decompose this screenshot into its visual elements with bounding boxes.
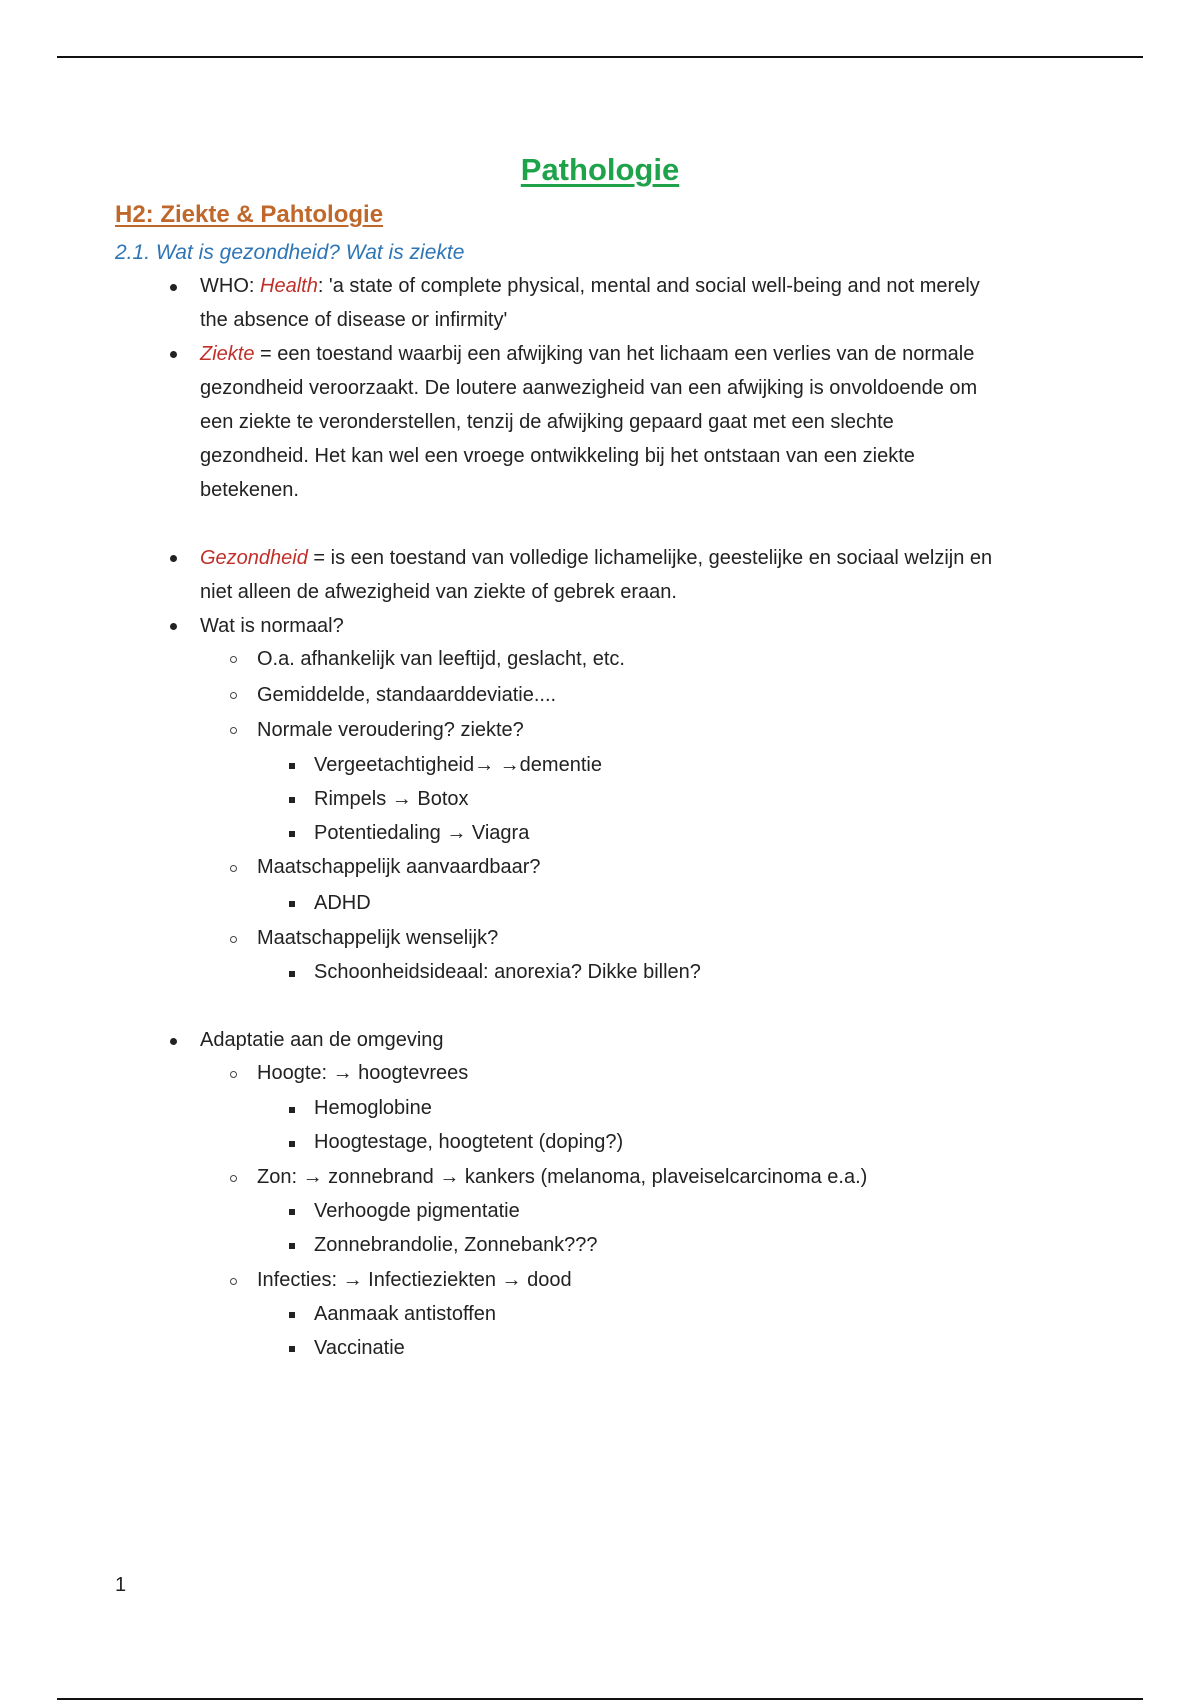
sub-bullet-marker bbox=[230, 656, 237, 663]
list-item: Hemoglobine bbox=[314, 1097, 432, 1119]
list-item: Potentiedaling → Viagra bbox=[314, 822, 530, 844]
bullet-marker bbox=[170, 1038, 177, 1045]
sub-sub-bullet-marker bbox=[289, 901, 295, 907]
term-health: Health bbox=[260, 275, 318, 297]
gezondheid-definition-line: Gezondheid = is een toestand van volledige lichamelijke, geestelijke en sociaal welzijn en bbox=[200, 547, 993, 569]
who-definition-line: WHO: Health: 'a state of complete physical, mental and social well-being and not merely bbox=[200, 275, 980, 297]
list-item: Infecties: → Infectieziekten → dood bbox=[257, 1269, 572, 1291]
sub-sub-bullet-marker bbox=[289, 1141, 295, 1147]
list-heading: Wat is normaal? bbox=[200, 615, 344, 637]
list-item: Vaccinatie bbox=[314, 1337, 405, 1359]
list-item: ADHD bbox=[314, 892, 371, 914]
list-item: Hoogtestage, hoogtetent (doping?) bbox=[314, 1131, 624, 1153]
list-item: Hoogte: → hoogtevrees bbox=[257, 1062, 469, 1084]
sub-sub-bullet-marker bbox=[289, 763, 295, 769]
bullet-marker bbox=[170, 555, 177, 562]
term-gezondheid: Gezondheid bbox=[200, 547, 308, 569]
sub-sub-bullet-marker bbox=[289, 797, 295, 803]
bullet-marker bbox=[170, 284, 177, 291]
chapter-heading: H2: Ziekte & Pahtologie bbox=[115, 201, 384, 228]
list-heading: Adaptatie aan de omgeving bbox=[200, 1029, 444, 1051]
sub-sub-bullet-marker bbox=[289, 831, 295, 837]
sub-bullet-marker bbox=[230, 1278, 237, 1285]
list-item: Gemiddelde, standaarddeviatie.... bbox=[257, 684, 557, 706]
sub-bullet-marker bbox=[230, 727, 237, 734]
page-number: 1 bbox=[115, 1574, 127, 1596]
sub-sub-bullet-marker bbox=[289, 1243, 295, 1249]
page-title: Pathologie bbox=[520, 152, 680, 187]
sub-bullet-marker bbox=[230, 692, 237, 699]
list-item: Aanmaak antistoffen bbox=[314, 1303, 496, 1325]
list-item: O.a. afhankelijk van leeftijd, geslacht, etc. bbox=[257, 648, 625, 670]
sub-bullet-marker bbox=[230, 865, 237, 872]
section-heading: 2.1. Wat is gezondheid? Wat is ziekte bbox=[115, 241, 465, 264]
list-item: Zonnebrandolie, Zonnebank??? bbox=[314, 1234, 598, 1256]
bullet-marker bbox=[170, 351, 177, 358]
ziekte-definition-line: gezondheid. Het kan wel een vroege ontwikkeling bij het ontstaan van een ziekte bbox=[200, 445, 915, 467]
ziekte-definition-line: Ziekte = een toestand waarbij een afwijking van het lichaam een verlies van de normale bbox=[200, 343, 975, 365]
who-definition-line: the absence of disease or infirmity' bbox=[200, 309, 508, 331]
list-item: Normale veroudering? ziekte? bbox=[257, 719, 524, 741]
sub-sub-bullet-marker bbox=[289, 1312, 295, 1318]
list-item: Maatschappelijk wenselijk? bbox=[257, 927, 499, 949]
bullet-marker bbox=[170, 623, 177, 630]
sub-sub-bullet-marker bbox=[289, 1209, 295, 1215]
header-rule bbox=[57, 56, 1143, 58]
sub-bullet-marker bbox=[230, 936, 237, 943]
ziekte-definition-line: een ziekte te veronderstellen, tenzij de afwijking gepaard gaat met een slechte bbox=[200, 411, 894, 433]
list-item: Rimpels → Botox bbox=[314, 788, 469, 810]
ziekte-definition-line: betekenen. bbox=[200, 479, 299, 501]
list-item: Maatschappelijk aanvaardbaar? bbox=[257, 856, 541, 878]
list-item: Schoonheidsideaal: anorexia? Dikke billen? bbox=[314, 961, 701, 983]
list-item: Verhoogde pigmentatie bbox=[314, 1200, 520, 1222]
sub-sub-bullet-marker bbox=[289, 1107, 295, 1113]
gezondheid-definition-line: niet alleen de afwezigheid van ziekte of gebrek eraan. bbox=[200, 581, 677, 603]
ziekte-definition-line: gezondheid veroorzaakt. De loutere aanwezigheid van een afwijking is onvoldoende om bbox=[200, 377, 978, 399]
list-item: Zon: → zonnebrand → kankers (melanoma, plaveiselcarcinoma e.a.) bbox=[257, 1166, 868, 1188]
sub-bullet-marker bbox=[230, 1071, 237, 1078]
sub-sub-bullet-marker bbox=[289, 1346, 295, 1352]
term-ziekte: Ziekte bbox=[200, 343, 255, 365]
sub-bullet-marker bbox=[230, 1175, 237, 1182]
sub-sub-bullet-marker bbox=[289, 971, 295, 977]
list-item: Vergeetachtigheid→ →dementie bbox=[314, 754, 602, 776]
